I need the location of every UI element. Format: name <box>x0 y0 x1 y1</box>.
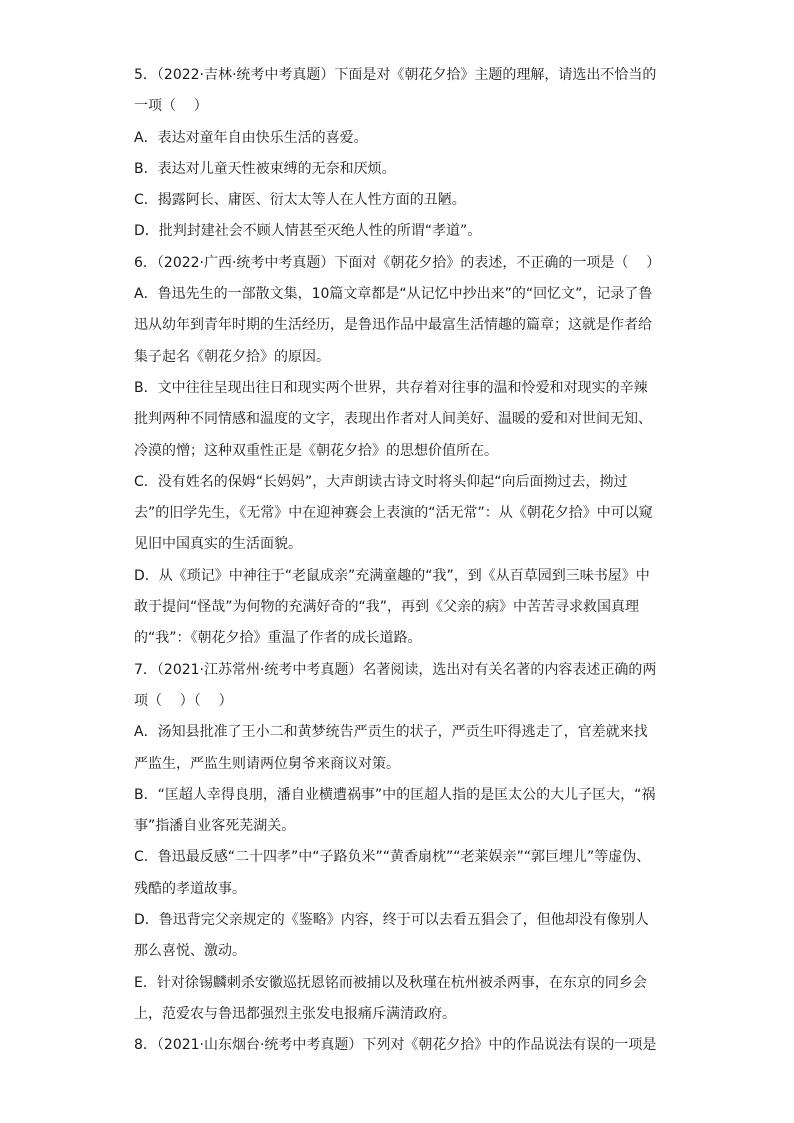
question-5 <box>134 60 660 248</box>
option-e: E．针对徐锡麟刺杀安徽巡抚恩铭而被捕以及秋瑾在杭州被杀两事，在东京的同乡会上，范爱农与鲁迅都强烈主张发电报痛斥满清政府。 <box>134 974 647 1022</box>
question-stem: 5．（2022·吉林·统考中考真题）下面是对《朝花夕拾》主题的理解，请选出不恰当的一项（ ） <box>134 67 657 115</box>
question-6 <box>134 248 660 655</box>
option-d: D．批判封建社会不顾人情甚至灭绝人性的所谓“孝道”。 <box>134 223 482 240</box>
option-b: B．表达对儿童天性被束缚的无奈和厌烦。 <box>134 160 396 177</box>
option-a: A．汤知县批准了王小二和黄梦统告严贡生的状子，严贡生吓得逃走了，官差就来找严监生，严监生则请两位舅爷来商议对策。 <box>134 724 648 772</box>
question-stem: 7．（2021·江苏常州·统考中考真题）名著阅读，选出对有关名著的内容表述正确的两项（ ）（ ） <box>134 661 657 709</box>
option-c: C．鲁迅最反感“二十四孝”中“子路负米”“黄香扇枕”“老莱娱亲”“郭巨埋儿”等虚伪、残酷的孝道故事。 <box>134 849 651 897</box>
question-stem: 8．（2021·山东烟台·统考中考真题）下列对《朝花夕拾》中的作品说法有误的一项是 <box>134 1037 657 1054</box>
option-b: B．“匡超人幸得良朋，潘自业横遭祸事”中的匡超人指的是匡太公的大儿子匡大，“祸事”指潘自业客死芜湖关。 <box>134 786 656 835</box>
option-a: A．表达对童年自由快乐生活的喜爱。 <box>134 129 368 146</box>
option-b: B．文中往往呈现出往日和现实两个世界，共存着对往事的温和怜爱和对现实的辛辣批判两种不同情感和温度的文字，表现出作者对人间美好、温暖的爱和对世间无知、冷漠的憎；这种双重性正是《朝花夕拾》的思想价值所在。 <box>134 379 652 459</box>
question-7 <box>134 655 660 1031</box>
option-d: D．鲁迅背完父亲规定的《鉴略》内容，终于可以去看五猖会了，但他却没有像别人那么喜悦、激动。 <box>134 912 649 960</box>
option-c: C．揭露阿长、庸医、衍太太等人在人性方面的丑陋。 <box>134 192 466 209</box>
option-a: A．鲁迅先生的一部散文集，10篇文章都是“从记忆中抄出来”的“回忆文”，记录了鲁迅从幼年到青年时期的生活经历，是鲁迅作品中最富生活情趣的篇章；这就是作者给集子起名《朝花夕拾》的原因。 <box>134 286 653 365</box>
question-8 <box>134 1030 660 1061</box>
option-c: C．没有姓名的保姆“长妈妈”，大声朗读古诗文时将头仰起“向后面拗过去，拗过去”的旧学先生，《无常》中在迎神赛会上表演的“活无常”：从《朝花夕拾》中可以窥见旧中国真实的生活面貌。 <box>134 473 653 553</box>
option-d: D．从《琐记》中神往于“老鼠成亲”充满童趣的“我”，到《从百草园到三味书屋》中敢于提问“怪哉”为何物的充满好奇的“我”，再到《父亲的病》中苦苦寻求救国真理的“我”：《朝花夕拾》重温了作者的成长道路。 <box>134 567 650 647</box>
question-stem: 6．（2022·广西·统考中考真题）下面对《朝花夕拾》的表述，不正确的一项是（ ） <box>134 254 661 271</box>
